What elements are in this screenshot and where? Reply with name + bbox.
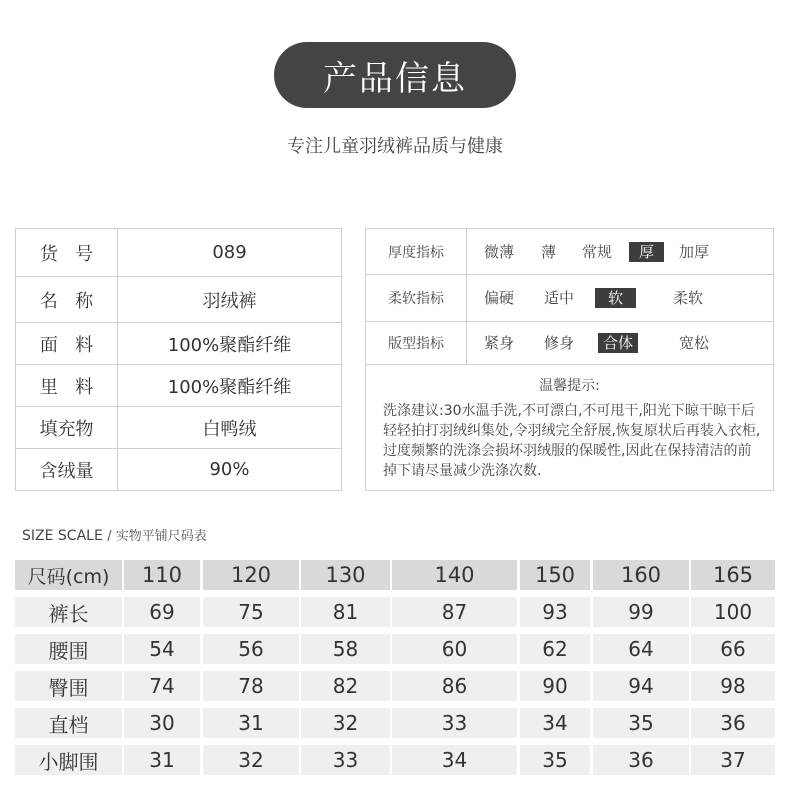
attribute-row-softness [366, 275, 773, 322]
table-cell: 直档 [15, 708, 122, 738]
attribute-label: 柔软指标 [366, 275, 467, 321]
care-instructions: 洗涤建议:30水温手洗,不可漂白,不可甩干,阳光下晾干晾干后轻轻拍打羽绒纠集处,令羽绒完全舒展,恢复原状后再装入衣柜,过度频繁的洗涤会损坏羽绒服的保暖性,因此在保持清洁的前掉下请尽量减少洗涤次数. [383, 403, 761, 479]
size-scale-title: SIZE SCALE [22, 528, 103, 544]
size-table-header [15, 560, 775, 590]
size-table [15, 560, 775, 782]
info-row [16, 323, 341, 365]
header-cell: 130 [301, 560, 390, 590]
table-cell: 小脚围 [15, 745, 122, 775]
attribute-label: 版型指标 [366, 322, 467, 364]
table-cell: 35 [520, 745, 590, 775]
attribute-option: 宽松 [679, 334, 710, 352]
info-row [16, 365, 341, 407]
info-key: 含绒量 [16, 449, 118, 490]
table-cell: 37 [691, 745, 775, 775]
info-value: 100%聚酯纤维 [167, 376, 292, 398]
table-cell: 74 [124, 671, 200, 701]
attribute-row-fit [366, 322, 773, 365]
table-cell: 臀围 [15, 671, 122, 701]
table-cell: 腰围 [15, 634, 122, 664]
attribute-option: 适中 [544, 289, 575, 307]
table-cell: 99 [593, 597, 689, 627]
table-cell: 33 [301, 745, 390, 775]
section-subtitle: 专注儿童羽绒裤品质与健康 [287, 136, 503, 157]
header-cell: 尺码(cm) [15, 560, 122, 590]
table-row [15, 745, 775, 775]
product-attributes-table [365, 228, 774, 491]
info-value: 100%聚酯纤维 [167, 334, 292, 356]
info-value: 089 [212, 242, 247, 263]
size-scale-subtitle: / 实物平铺尺码表 [107, 529, 207, 544]
table-cell: 33 [392, 708, 517, 738]
info-key: 面 料 [16, 323, 118, 364]
table-cell: 34 [520, 708, 590, 738]
tips-title: 温馨提示: [539, 378, 600, 394]
attribute-option: 修身 [544, 334, 575, 352]
attribute-option: 加厚 [679, 242, 710, 261]
header-cell: 160 [593, 560, 689, 590]
attribute-option-selected: 厚 [629, 242, 664, 262]
header-cell: 120 [203, 560, 299, 590]
info-key: 填充物 [16, 407, 118, 448]
attribute-row-thickness [366, 229, 773, 275]
product-info-table [15, 228, 342, 491]
table-cell: 35 [593, 708, 689, 738]
attribute-option: 偏硬 [484, 289, 515, 307]
attribute-label: 厚度指标 [366, 229, 467, 274]
section-title-badge [274, 42, 516, 108]
info-row [16, 229, 341, 277]
info-value: 羽绒裤 [202, 290, 257, 312]
info-key: 里 料 [16, 365, 118, 406]
table-cell: 90 [520, 671, 590, 701]
table-cell: 94 [593, 671, 689, 701]
attribute-option-selected: 合体 [598, 333, 638, 353]
table-cell: 100 [691, 597, 775, 627]
table-cell: 64 [593, 634, 689, 664]
table-cell: 36 [593, 745, 689, 775]
section-title: 产品信息 [323, 58, 467, 99]
attribute-option: 柔软 [673, 289, 704, 307]
table-cell: 66 [691, 634, 775, 664]
table-cell: 56 [203, 634, 299, 664]
table-cell: 69 [124, 597, 200, 627]
info-row [16, 449, 341, 490]
table-cell: 98 [691, 671, 775, 701]
header-cell: 165 [691, 560, 775, 590]
table-cell: 54 [124, 634, 200, 664]
table-cell: 75 [203, 597, 299, 627]
table-row [15, 634, 775, 664]
table-cell: 62 [520, 634, 590, 664]
table-cell: 31 [203, 708, 299, 738]
info-key: 货 号 [16, 229, 118, 276]
info-key: 名 称 [16, 277, 118, 322]
table-cell: 82 [301, 671, 390, 701]
info-value: 90% [209, 459, 250, 480]
header-cell: 150 [520, 560, 590, 590]
table-cell: 86 [392, 671, 517, 701]
attribute-option: 薄 [541, 242, 557, 261]
table-row [15, 671, 775, 701]
table-cell: 87 [392, 597, 517, 627]
table-cell: 32 [203, 745, 299, 775]
table-row [15, 708, 775, 738]
table-cell: 78 [203, 671, 299, 701]
info-row [16, 277, 341, 323]
table-cell: 58 [301, 634, 390, 664]
attribute-option: 微薄 [484, 242, 515, 261]
header-cell: 110 [124, 560, 200, 590]
header-cell: 140 [392, 560, 517, 590]
table-cell: 36 [691, 708, 775, 738]
info-value: 白鸭绒 [202, 418, 257, 440]
size-scale-heading [22, 525, 207, 544]
table-cell: 34 [392, 745, 517, 775]
table-cell: 81 [301, 597, 390, 627]
table-cell: 裤长 [15, 597, 122, 627]
info-row [16, 407, 341, 449]
table-cell: 32 [301, 708, 390, 738]
attribute-option-selected: 软 [595, 288, 636, 308]
attribute-option: 紧身 [484, 334, 515, 352]
table-cell: 30 [124, 708, 200, 738]
table-cell: 31 [124, 745, 200, 775]
table-cell: 93 [520, 597, 590, 627]
attribute-option: 常规 [582, 242, 613, 261]
table-row [15, 597, 775, 627]
table-cell: 60 [392, 634, 517, 664]
